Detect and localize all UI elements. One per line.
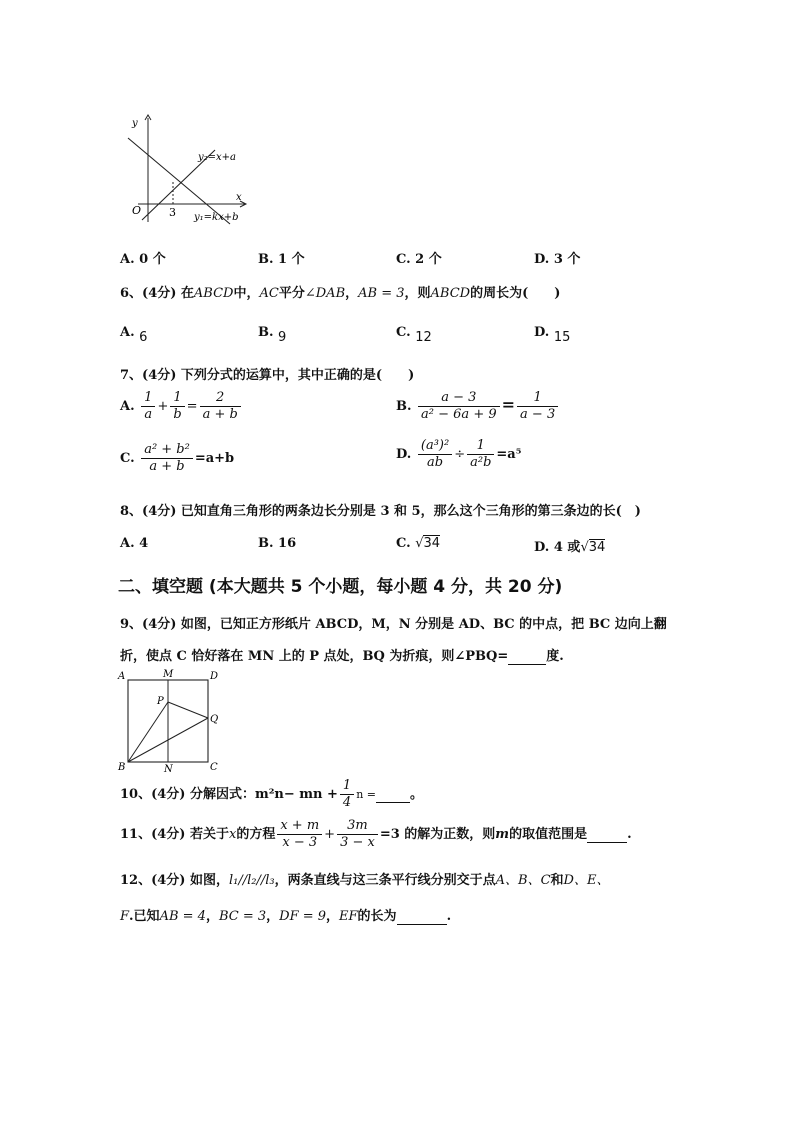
q10-end: 。 (410, 787, 424, 802)
q9-line-2 (120, 645, 564, 665)
label-Q: Q (210, 714, 219, 725)
q11-dot: . (627, 827, 632, 842)
line-y1-label: y₁=kx+b (194, 212, 239, 223)
q10-answer-blank[interactable] (376, 787, 410, 803)
q8-c-radicand: 34 (423, 536, 441, 551)
tick-3-label: 3 (169, 206, 176, 219)
q12-ab: AB = 4 (159, 909, 206, 924)
q8-option-a[interactable]: A. 4 (120, 536, 149, 551)
q11-frac-1 (277, 818, 322, 851)
q7-c-label: C. (120, 451, 135, 466)
q8-d-radicand: 34 (588, 540, 606, 555)
q5-option-d[interactable]: D. 3 个 (534, 252, 581, 267)
q6-stem (120, 282, 560, 301)
label-M: M (163, 669, 174, 680)
section-2-title: 二、填空题 (本大题共 5 个小题，每小题 4 分，共 20 分) (118, 577, 563, 597)
q6-text-2: 平分 (278, 286, 305, 301)
q6-a-label: A. (120, 325, 135, 340)
q7-option-c[interactable] (120, 442, 234, 475)
x-axis-label: x (236, 192, 242, 203)
q10-line (120, 778, 423, 811)
q7-d-label: D. (396, 447, 412, 462)
frac-numerator: a² + b² (141, 442, 193, 459)
label-B: B (118, 762, 126, 772)
q6-d-value: 15 (553, 330, 571, 345)
frac-numerator: 1 (467, 438, 494, 455)
label-A: A (118, 671, 126, 682)
q10-n: n = (356, 788, 377, 801)
q12-text-2: ，两条直线与这三条平行线分别交于点 (274, 873, 496, 888)
q6-b-label: B. (258, 325, 274, 340)
q7-option-a[interactable] (120, 390, 243, 423)
q11-plus: + (324, 827, 336, 842)
q6-text-1: 中， (233, 286, 260, 301)
q11-text-4: 的取值范围是 (509, 827, 588, 842)
q6-text-3: ， (345, 286, 359, 301)
q6-prefix: 6、(4分) 在 (120, 286, 194, 301)
frac-denominator: a²b (470, 455, 492, 470)
q6-b-value: 9 (278, 330, 287, 345)
q11-var-x: x (228, 827, 237, 842)
q7-b-label: B. (396, 399, 412, 414)
q11-text-2: 的方程 (236, 827, 276, 842)
q8-c-label: C. (396, 536, 411, 551)
frac-denominator: a + b (149, 459, 185, 474)
q7-stem: 7、(4分) 下列分式的运算中，其中正确的是( ) (120, 368, 415, 383)
q9-line-1: 9、(4分) 如图，已知正方形纸片 ABCD，M，N 分别是 AD、BC 的中点，把 BC 边向上翻 (120, 617, 667, 632)
q8-stem: 8、(4分) 已知直角三角形的两条边长分别是 3 和 5，那么这个三角形的第三条边的长( ) (120, 504, 641, 519)
frac-numerator: x + m (277, 818, 322, 835)
q7-c-frac (141, 442, 193, 475)
q11-text-3: =3 的解为正数，则 (379, 827, 496, 842)
q12-line-1 (120, 869, 609, 888)
label-N: N (164, 764, 173, 772)
frac-denominator: a (144, 407, 153, 422)
q5-option-a[interactable]: A. 0 个 (120, 252, 166, 267)
q7-a-frac-2 (170, 390, 184, 423)
q12-and: 和 (550, 873, 564, 888)
q9-line-2-end: 度. (546, 649, 564, 664)
frac-numerator: a − 3 (418, 390, 500, 407)
q11-var-m: m (495, 827, 510, 842)
frac-numerator: 3m (337, 818, 378, 835)
q11-frac-2 (337, 818, 378, 851)
q7-d-rhs: =a⁵ (496, 447, 522, 462)
frac-denominator: a² − 6a + 9 (421, 407, 497, 422)
q12-text-4: 的长为 (357, 909, 397, 924)
q7-d-frac-2 (467, 438, 494, 471)
q8-d-label: D. 4 或 (534, 540, 581, 555)
frac-denominator: x − 3 (282, 835, 318, 850)
q12-dot: . (446, 909, 452, 924)
sqrt-symbol: √ (580, 540, 589, 555)
q6-c-label: C. (396, 325, 411, 340)
q6-text-4: ，则 (404, 286, 431, 301)
frac-denominator: 4 (342, 795, 352, 810)
line-y2-label: y₂=x+a (198, 152, 237, 163)
q12-text-1: 12、(4分) 如图， (120, 873, 229, 888)
square-fold-figure (116, 668, 226, 772)
q7-option-d[interactable] (396, 438, 521, 471)
frac-denominator: 3 − x (340, 835, 375, 850)
q6-a-value: 6 (139, 330, 148, 345)
q6-option-c[interactable] (396, 325, 432, 345)
q6-c-value: 12 (415, 330, 432, 345)
q7-d-frac-1 (418, 438, 452, 471)
label-P: P (157, 696, 164, 707)
q7-a-equals: = (186, 399, 198, 414)
q7-c-rhs: =a+b (194, 451, 235, 466)
q12-line-2 (120, 905, 451, 925)
frac-numerator: 1 (340, 778, 354, 795)
q12-comma-3: ， (326, 909, 340, 924)
q7-a-plus: + (157, 399, 169, 414)
frac-numerator: 1 (170, 390, 184, 407)
q12-points-2: D、E、 (563, 873, 610, 888)
frac-denominator: a − 3 (520, 407, 556, 422)
q12-point-f: F (120, 909, 130, 924)
frac-denominator: a + b (202, 407, 238, 422)
origin-label: O (132, 204, 142, 217)
linear-functions-graph (120, 112, 260, 230)
q10-frac (340, 778, 354, 811)
frac-numerator: (a³)² (418, 438, 452, 455)
q6-ab: AB = 3 (358, 286, 405, 301)
q5-option-b[interactable]: B. 1 个 (258, 252, 305, 267)
q6-parallelogram-2: ABCD (430, 286, 471, 301)
q12-ef: EF (339, 909, 358, 924)
q8-option-c[interactable] (396, 536, 440, 551)
q12-df: DF = 9 (279, 909, 327, 924)
q6-parallelogram: ABCD (193, 286, 234, 301)
q12-comma-1: ， (205, 909, 219, 924)
q7-b-frac-2 (517, 390, 558, 423)
y-axis-label: y (132, 118, 138, 129)
q7-option-b[interactable] (396, 390, 560, 423)
q12-points-1: A、B、C (495, 873, 551, 888)
q7-d-divide: ÷ (454, 447, 466, 462)
sqrt-symbol: √ (415, 536, 424, 551)
q12-bc: BC = 3 (218, 909, 267, 924)
q5-option-c[interactable]: C. 2 个 (396, 252, 442, 267)
q7-b-frac-1 (418, 390, 500, 423)
q6-ac: AC (259, 286, 279, 301)
q12-answer-blank[interactable] (397, 909, 447, 925)
q6-text-5: 的周长为( ) (470, 286, 561, 301)
q6-option-b[interactable] (258, 325, 287, 345)
q12-comma-2: ， (266, 909, 280, 924)
q12-text-3: .已知 (129, 909, 160, 924)
q7-a-frac-1 (141, 390, 155, 423)
frac-numerator: 1 (517, 390, 558, 407)
q10-text: 10、(4分) 分解因式：m²n− mn + (120, 787, 338, 802)
q11-text-1: 11、(4分) 若关于 (120, 827, 229, 842)
label-C: C (210, 762, 218, 772)
frac-numerator: 1 (141, 390, 155, 407)
q7-b-equals: = (501, 395, 516, 414)
q9-answer-blank[interactable] (508, 649, 546, 665)
q7-a-frac-3 (200, 390, 241, 423)
q8-option-d[interactable] (534, 536, 605, 555)
q12-parallel-lines: l₁//l₂//l₃ (228, 873, 275, 888)
q7-a-label: A. (120, 399, 135, 414)
q6-d-label: D. (534, 325, 550, 340)
frac-numerator: 2 (200, 390, 241, 407)
label-D: D (210, 671, 219, 682)
q8-option-b[interactable]: B. 16 (258, 536, 297, 551)
q11-answer-blank[interactable] (587, 827, 627, 843)
q11-line (120, 818, 632, 851)
q9-line-2-text: 折，使点 C 恰好落在 MN 上的 P 点处，BQ 为折痕，则∠PBQ= (120, 649, 509, 664)
frac-denominator: b (173, 407, 182, 422)
frac-denominator: ab (427, 455, 444, 470)
q6-angle: ∠DAB (304, 286, 346, 301)
q6-option-d[interactable] (534, 325, 571, 345)
q6-option-a[interactable] (120, 325, 148, 345)
